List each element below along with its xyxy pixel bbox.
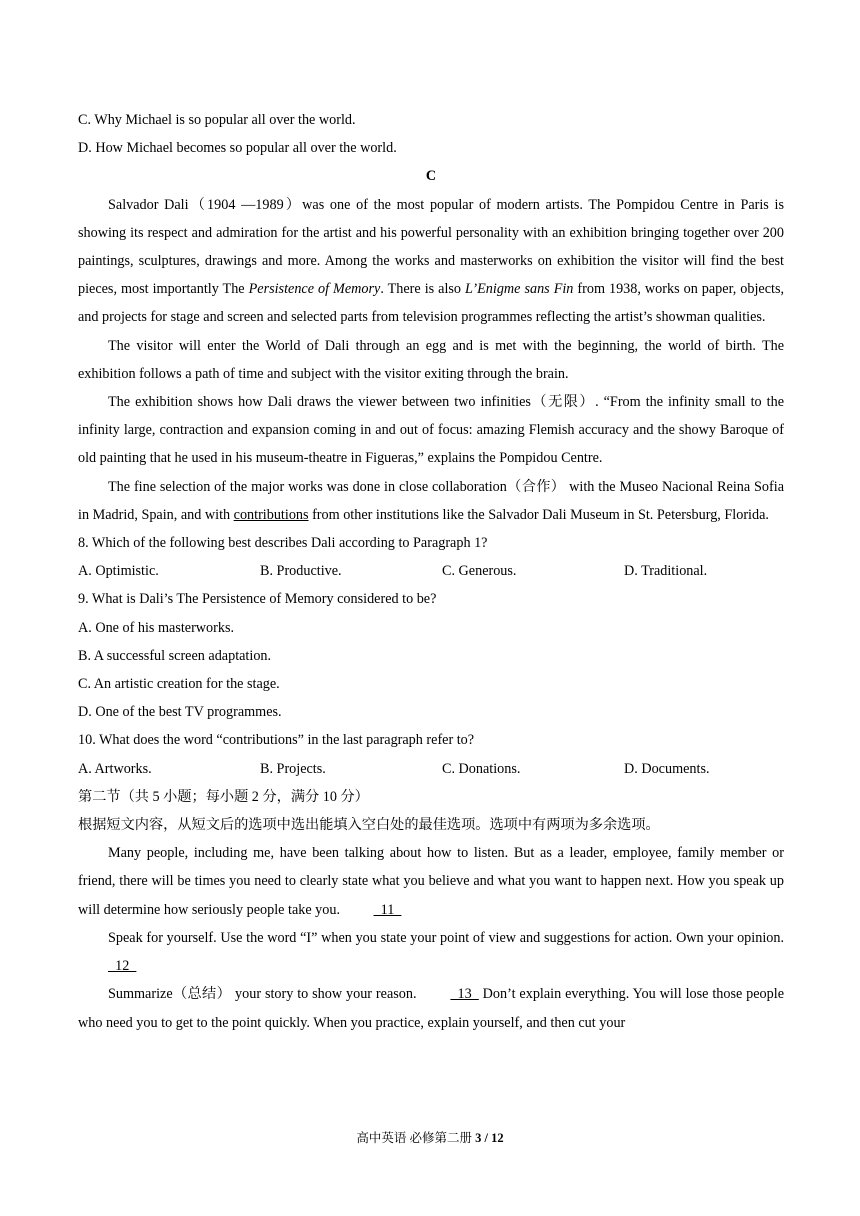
option-d-prev: D. How Michael becomes so popular all over the world. (78, 140, 397, 157)
option: A. One of his masterworks. (78, 619, 235, 636)
blank-11: 11 (373, 901, 402, 918)
page-footer (0, 1128, 860, 1146)
option-c-prev: C. Why Michael is so popular all over the world. (78, 112, 356, 128)
blank-12: 12 (108, 958, 137, 975)
footer-text: 高中英语 必修第二册 (356, 1131, 476, 1145)
question-options (78, 755, 784, 783)
option: B. Productive. (260, 563, 342, 580)
question-stem: 9. What is Dali’s The Persistence of Memory considered to be? (78, 591, 437, 608)
option: B. A successful screen adaptation. (78, 647, 272, 664)
question-options (78, 557, 784, 585)
cloze-paragraph-2: Speak for yourself. Use the word “I” when you state your point of view and suggestions for action. Own your opinion. 12 (78, 924, 784, 980)
option: A. Optimistic. (78, 563, 159, 580)
option: C. Generous. (442, 563, 517, 580)
option: C. An artistic creation for the stage. (78, 676, 280, 693)
artwork-title: L’Enigme sans Fin (465, 281, 574, 298)
passage-paragraph-2: The visitor will enter the World of Dali through an egg and is met with the beginning, the world of birth. The exhibition follows a path of time and subject with the visitor exiting through the brain. (78, 337, 784, 382)
passage-paragraph-3: The exhibition shows how Dali draws the viewer between two infinities（无限）. “From the infinity small to the infinity large, contraction and expansion coming in and out of focus: amazing Flemish accuracy and the showy Baroque of old painting that he used in his museum-theatre in Figueras,” explains the Pompidou Centre. (78, 394, 784, 467)
part-title: 第二节（共 5 小题；每小题 2 分，满分 10 分） (78, 788, 369, 805)
blank-13: 13 (450, 986, 479, 1003)
question-stem: 8. Which of the following best describes Dali according to Paragraph 1? (78, 535, 488, 552)
part-instruction: 根据短文内容，从短文后的选项中选出能填入空白处的最佳选项。选项中有两项为多余选项。 (78, 817, 660, 834)
question-stem: 10. What does the word “contributions” in the last paragraph refer to? (78, 732, 475, 749)
cloze-paragraph-1: Many people, including me, have been talking about how to listen. But as a leader, employee, family member or friend, there will be times you need to clearly state what you believe and what you want to happen next. How you speak up will determine how seriously people take you. 11 (78, 839, 784, 924)
section-heading: C (425, 168, 437, 185)
document-page (78, 106, 784, 1037)
artwork-title: Persistence of Memory (248, 281, 381, 298)
option: B. Projects. (260, 760, 326, 777)
option: C. Donations. (442, 760, 521, 777)
option: D. Traditional. (624, 563, 708, 580)
option: D. One of the best TV programmes. (78, 704, 282, 721)
page-number: 3 / 12 (475, 1131, 504, 1145)
option: A. Artworks. (78, 760, 152, 777)
option: D. Documents. (624, 760, 710, 777)
passage-paragraph-4: The fine selection of the major works was done in close collaboration（合作） with the Museo Nacional Reina Sofia in Madrid, Spain, and with contributions from other institutions like the Salvador Dali Museum in St. Petersburg, Florida. (78, 478, 784, 523)
passage-paragraph-1: Salvador Dali（1904 —1989）was one of the most popular of modern artists. The Pompidou Centre in Paris is showing its respect and admiration for the artist and his powerful personality with an exhibition bringing together over 200 paintings, sculptures, drawings and more. Among the works and masterworks on exhibition the visitor will find the best pieces, most importantly The Persistence of Memory. There is also L’Enigme sans Fin from 1938, works on paper, objects, and projects for stage and screen and selected parts from television programmes reflecting the artist’s showman qualities. (78, 196, 785, 326)
underlined-word: contributions (233, 506, 309, 523)
cloze-paragraph-3: Summarize（总结） your story to show your reason. 13 Don’t explain everything. You will lose those people who need you to get to the point quickly. When you practice, explain yourself, and then cut your (78, 980, 784, 1036)
